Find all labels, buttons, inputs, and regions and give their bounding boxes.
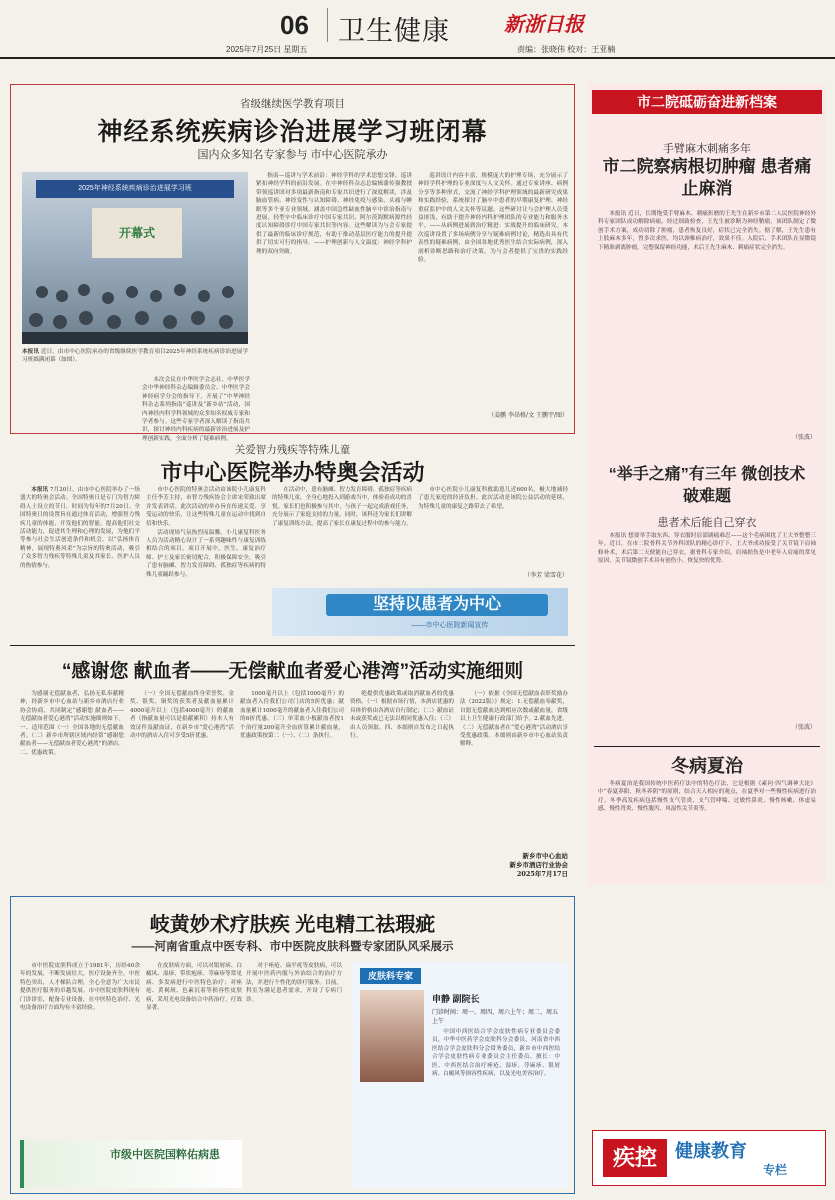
caption-text: 近日，由市中心医院承办的省级继续医学教育项目2025年神经系统疾病诊治进展学习班圆满闭幕（如图）。 <box>22 349 248 364</box>
expert-card <box>352 962 568 1188</box>
article1-col3: 巡讲设计内容丰富，规模庞大的护理专场，充分展示了神经学科护理的专业深度与人文关怀。通过专家讲座、病例分享等多种形式，交流了神经学科护理领域的最新研究成果和实践经验，系统探讨了脑卒中患者的早期康复护理、神经重症监护中的人文关怀等议题。这些研讨让与会护理人员受益匪浅，有助于提升神经内科护理团队的专业能力和服务水平。——从病例进展到治疗精进：实战提升的临床研究。本次巡讲设置了多场病例分享与疑难病例讨论，精选出具有代表性的疑难病例，由全国各地优秀医生结合实际病例，深入剖析诊断思路和治疗决策，为与会者提供了宝贵的实践经验。 <box>418 173 568 264</box>
article4-subtitle: ——河南省重点中医专科、市中医院皮肤科暨专家团队风采展示 <box>131 941 454 953</box>
article1-subtitle: 国内众多知名专家参与 市中心医院承办 <box>197 149 388 161</box>
footer-brand-tail: 健康教育 <box>675 1141 747 1161</box>
sidebar-banner: 市二院砥砺奋进新档案 <box>592 90 822 114</box>
article2-title: 市中心医院举办特奥会活动 <box>160 460 425 485</box>
article3-col2: （一）全国无偿献血终身荣誉奖、金奖、银奖、铜奖的获奖者及献血量累计4000毫升以上（包括4000毫升）的献血者（指献血量可以是捐献累积）持本人有效证件及献血证，在新乡市“爱心港湾”活动中的酒店入住可享受5折优惠。 <box>130 691 234 740</box>
sidebar-art2-author: （张波） <box>791 724 816 731</box>
article3-signature: 新乡市中心血站 新乡市酒店行业协会 2025年7月17日 <box>509 852 568 878</box>
article3-col1: 为感谢无偿献血者，弘扬无私奉献精神，经新乡市中心血站与新乡市酒店行业协会协商，共同制定“感谢您 献血者——无偿献血者爱心港湾”活动实施细则如下。一、适用范围（一）全国各地的无偿献血者。（二）新乡市所辖区域内经常“感谢您 献血者——无偿献血者爱心港湾”的酒店。二、优惠政策。 <box>20 691 124 756</box>
sidebar-art1-body: 本报讯 近日，长期饱受手臂麻木、刺痛折磨的王先生在新乡市第二人民医院神经外科专家团队成功解除病痛。经过细致检查，王先生被诊断为神经鞘瘤，该团队制定了微创手术方案，成功切除了肿瘤，患者恢复良好，症状已完全消失。据了解，王先生患有上肢麻木多年，曾多次求医，均以颈椎病治疗，效果不佳。入院后，手术团队在显微镜下精准剥离肿瘤，完整保留神经功能，术后王先生麻木、刺痛症状完全消失。 <box>598 211 816 251</box>
article2-col1: 本报讯 7月20日，由市中心医院举办了一场盛大的特奥会活动。全国特奥日是专门为智力障碍人士设立的节日，时间为每年的7月20日。全国特奥日的设置旨在通过体育活动，增强智力残疾儿童的体能，开发他们的智能，提高他们社交活动能力，促进其生理和心理的发展，为他们平等参与社会生活创造条件和机会，以“弘扬体育精神，展现特奥风采”为宗旨的特奥活动，吸引了众多智力残疾等特殊儿童及其家长、医护人员的热情参与。 <box>20 487 140 569</box>
footer-brand-box <box>592 1130 826 1186</box>
paper-logo: 新浙日报 <box>504 12 584 36</box>
article1-col2: 指南—巡讲与学术前沿：神经学科的学术思想交锋。巡讲紧扣神经学科的前沿发展。在中神经科杂志总编辑蒲传强教授带领巡讲团对多项最新指南和专家共识进行了深度解读，涉及脑血管病、神经变性与认知障碍、神经免疫与感染、头痛与睡眠等多个亚专业领域。涵盖中国急性缺血性脑卒中诊治指南与进展、轻型卒中临床诊疗中国专家共识、阿尔茨海默病源性轻度认知障碍诊疗中国专家共识等内容。这些解读为与会专家提供了最新的临床诊疗规范，有助于推动基层医疗能力的提升提供了切实可行的指导。——护理创新与人文温度：神经学科护理的双向突破。 <box>256 173 412 255</box>
article1-author: （姜鹏 李昂格/文 王鹏宇/图） <box>488 412 568 419</box>
slogan-subtext: ——市中心医院新闻宣传 <box>411 622 489 629</box>
sidebar-art1-author: （张波） <box>791 434 816 441</box>
header-rule <box>0 57 835 59</box>
expert-name: 申静 副院长 <box>432 994 480 1004</box>
page-number: 06 <box>280 10 309 40</box>
sidebar-art3-body: 冬病夏治是我国传统中医药疗法中的特色疗法，它是根据《素问·四气调神大论》中“春夏养阳，秋冬养阴”的原则，结合天人相应的观点，在夏季对一些慢性疾病进行治疗。冬季高发疾病包括慢性支气管炎、支气管哮喘、过敏性鼻炎、慢性咳嗽、体虚易感、慢性胃炎、慢性腹泻、风湿性关节炎等。 <box>598 781 816 813</box>
article3-title: “感谢您 献血者——无偿献血者爱心港湾”活动实施细则 <box>61 661 524 682</box>
expert-bio: 中国中西医结合学会皮肤性病专业委员会委员，中华中医药学会皮肤科分会委员，河南省中西医结合学会皮肤科分会常务委员，新乡市中西医结合学会皮肤性病专业委员会主任委员。擅长：中医、中西医结合治疗痤疮、湿疹、荨麻疹、银屑病、白癜风等损容性疾病，以及光电美容治疗。 <box>432 1029 560 1078</box>
header-divider <box>327 8 328 42</box>
editors-line: 责编：张晓伟 校对：王亚楠 <box>517 45 616 54</box>
article2-kicker: 关爱智力残疾等特殊儿童 <box>234 444 351 456</box>
article4-col3: 对于痤疮、扁平疣等皮肤病，可以开展中医药内服与外治结合的治疗方法，并进行个性化的诊疗服务。目前，科室为满足患者需求，开设了专病门诊。 <box>246 963 342 1003</box>
issue-date: 2025年7月25日 星期五 <box>226 45 308 54</box>
sidebar-art2-body: 本报讯 想要举手取东西、穿衣服时肩部剧痛难忍——这个毛病困扰了王大爷整整三年。近日，在市二院骨科关节外科团队的精心诊疗下，王大爷成功接受了关节镜下肩袖修补术，术后第二天便能自己穿衣。据骨科专家介绍，肩袖损伤是中老年人肩痛的常见原因，关节镜微创手术具有创伤小、恢复快的优势。 <box>598 533 816 565</box>
sidebar-art1-kicker: 手臂麻木刺痛多年 <box>663 143 751 155</box>
sidebar-art2-subtitle: 患者术后能自己穿衣 <box>657 517 757 529</box>
slogan-text: 坚持以患者为中心 <box>326 594 548 616</box>
article4-col2: 在皮肤病方面，可以对银屑病、白癜风、湿疹、带状疱疹、荨麻疹等常见病、多发病进行中医特色治疗；对痤疮、黄褐斑、色素沉着等损容性皮肤病，采用光电设备结合中药治疗，疗效显著。 <box>146 963 242 1012</box>
hospital-logo-text: 市级中医院国粹佑病患 <box>110 1149 220 1161</box>
slogan-band <box>272 588 568 636</box>
sidebar-art3-title: 冬病夏治 <box>671 756 743 776</box>
section-title: 卫生健康 <box>338 16 450 46</box>
expert-portrait <box>360 990 424 1082</box>
expert-card-header: 皮肤科专家 <box>360 968 421 984</box>
sidebar-art2-title: “举手之痛”有三年 微创技术破难题 <box>608 466 806 505</box>
sidebar-art1-title: 市二院察病根切肿瘤 患者痛止麻消 <box>602 157 812 198</box>
article2-col3: 在活动中，患有脑瘫、智力发育障碍、孤独症等疾病的特殊儿童，全身心地投入到游戏当中，体验着成功的喜悦。家长们也积极参与其中，与孩子一起完成游戏任务，充分展示了家庭支持的力量。同时，该科还为家长们讲解了康复训练方法，提高了家长在康复过程中的参与能力。 <box>272 487 412 527</box>
article4-title: 岐黄妙术疗肤疾 光电精工祛瑕疵 <box>149 914 436 936</box>
article2-col2: 市中心医院的特奥会活动由该院小儿康复科主任李芳主持，市智力残疾协会主席宋荣致出席并发表讲话。此次活动的举办旨在传递关爱、享受运动的快乐，让这些特殊儿童在运动中找到自信和快乐。 活动现场气氛热烈而温馨。小儿康复科医务人员为活动精心设计了一系列趣味性与康复训练相结合的项目。项目开展中，医生、康复治疗师、护士及家长密切配合，积极保障安全，吸引了患有脑瘫、智力发育障碍、孤独症等疾病的特殊儿童踊跃参与。 <box>146 487 266 578</box>
article3-col5: （一）依据《全国无偿献血表彰奖励办法（2022版）》规定：1.无偿献血奉献奖，自愿无偿献血达到相应次数或献血量，省级以上卫生健康行政部门给予。2.献血先进。（二）无偿献血者在“爱心港湾”活动酒店享受优惠政策。本细则由新乡市中心血站负责解释。 <box>460 691 568 748</box>
conference-photo <box>22 172 248 344</box>
sidebar-divider <box>594 746 820 747</box>
hospital-logo-block <box>20 1140 242 1188</box>
article1-kicker: 省级继续医学教育项目 <box>240 98 345 110</box>
article3-col4: 绝提供优惠政策或取消献血者的优惠资格。（一）根据市场行情，本酒店优惠的具体价格由各酒店自行制定；（二）献血证未或获奖或已无法以相同优惠入住；（三）由人员领取。四、本细则自发布之日起执行。 <box>350 691 454 740</box>
article1-title: 神经系统疾病诊治进展学习班闭幕 <box>97 118 488 146</box>
expert-schedule: 门诊时间：周一、周四、周六上午；周二、周五上午 <box>432 1009 559 1025</box>
audience-illustration <box>22 172 248 344</box>
article4-col1: 市中医院皮肤科成立于1981年，历经40余年的发展，不断发展壮大，医疗设备齐全，中医特色突出，人才梯队合理，全心全意为广大市民提供医疗服务的卓越发展。市中医院皮肤科现有门诊诊室，配备专业设备，在中医特色治疗、光电设备治疗方面均有丰富经验。 <box>20 963 140 1012</box>
article3-col3: 1000毫升以上（包括1000毫升）的献血者入住我们公司门店的5折优惠；献血量累计1000毫升的献血者入住我们公司的6折优惠。（三）单采血小板献血者按1个治疗量200毫升全血折算累计献血量，优惠政策按第二（一）、（二）条执行。 <box>240 691 344 740</box>
article3-rule-top <box>10 645 575 646</box>
caption-lead: 本报讯 <box>22 349 40 355</box>
article1-col1-tail: 本次会议在中华医学会志社、中华医学会中华神经科杂志编辑委员会、中华医学会神经病学分会的指导下，开展了“中华神经科杂志系列指南”巡讲及“新乡站”活动，国内神经内科学科领域的众多知名权威专家和学者参与。这些专家学者深入解读了指南共识，探讨神经内科疾病的最新诊治进展及护理创新实践，全面分析了疑难病例。 <box>142 377 250 442</box>
footer-brand: 疾控 <box>603 1139 667 1177</box>
article2-author: （李芳 梁雪花） <box>524 572 568 579</box>
photo-stage-banner: 2025年神经系统疾病诊治进展学习班 <box>36 180 234 198</box>
article2-col4: 市中心医院小儿康复科救助患儿近600名，极大地减轻了患儿家庭的经济负担。此次活动是该院公益活动的延续，为特殊儿童的康复之路带去了希望。 <box>418 487 568 510</box>
photo-opening-sign: 开幕式 <box>92 208 182 258</box>
footer-tag: 专栏 <box>763 1163 788 1177</box>
